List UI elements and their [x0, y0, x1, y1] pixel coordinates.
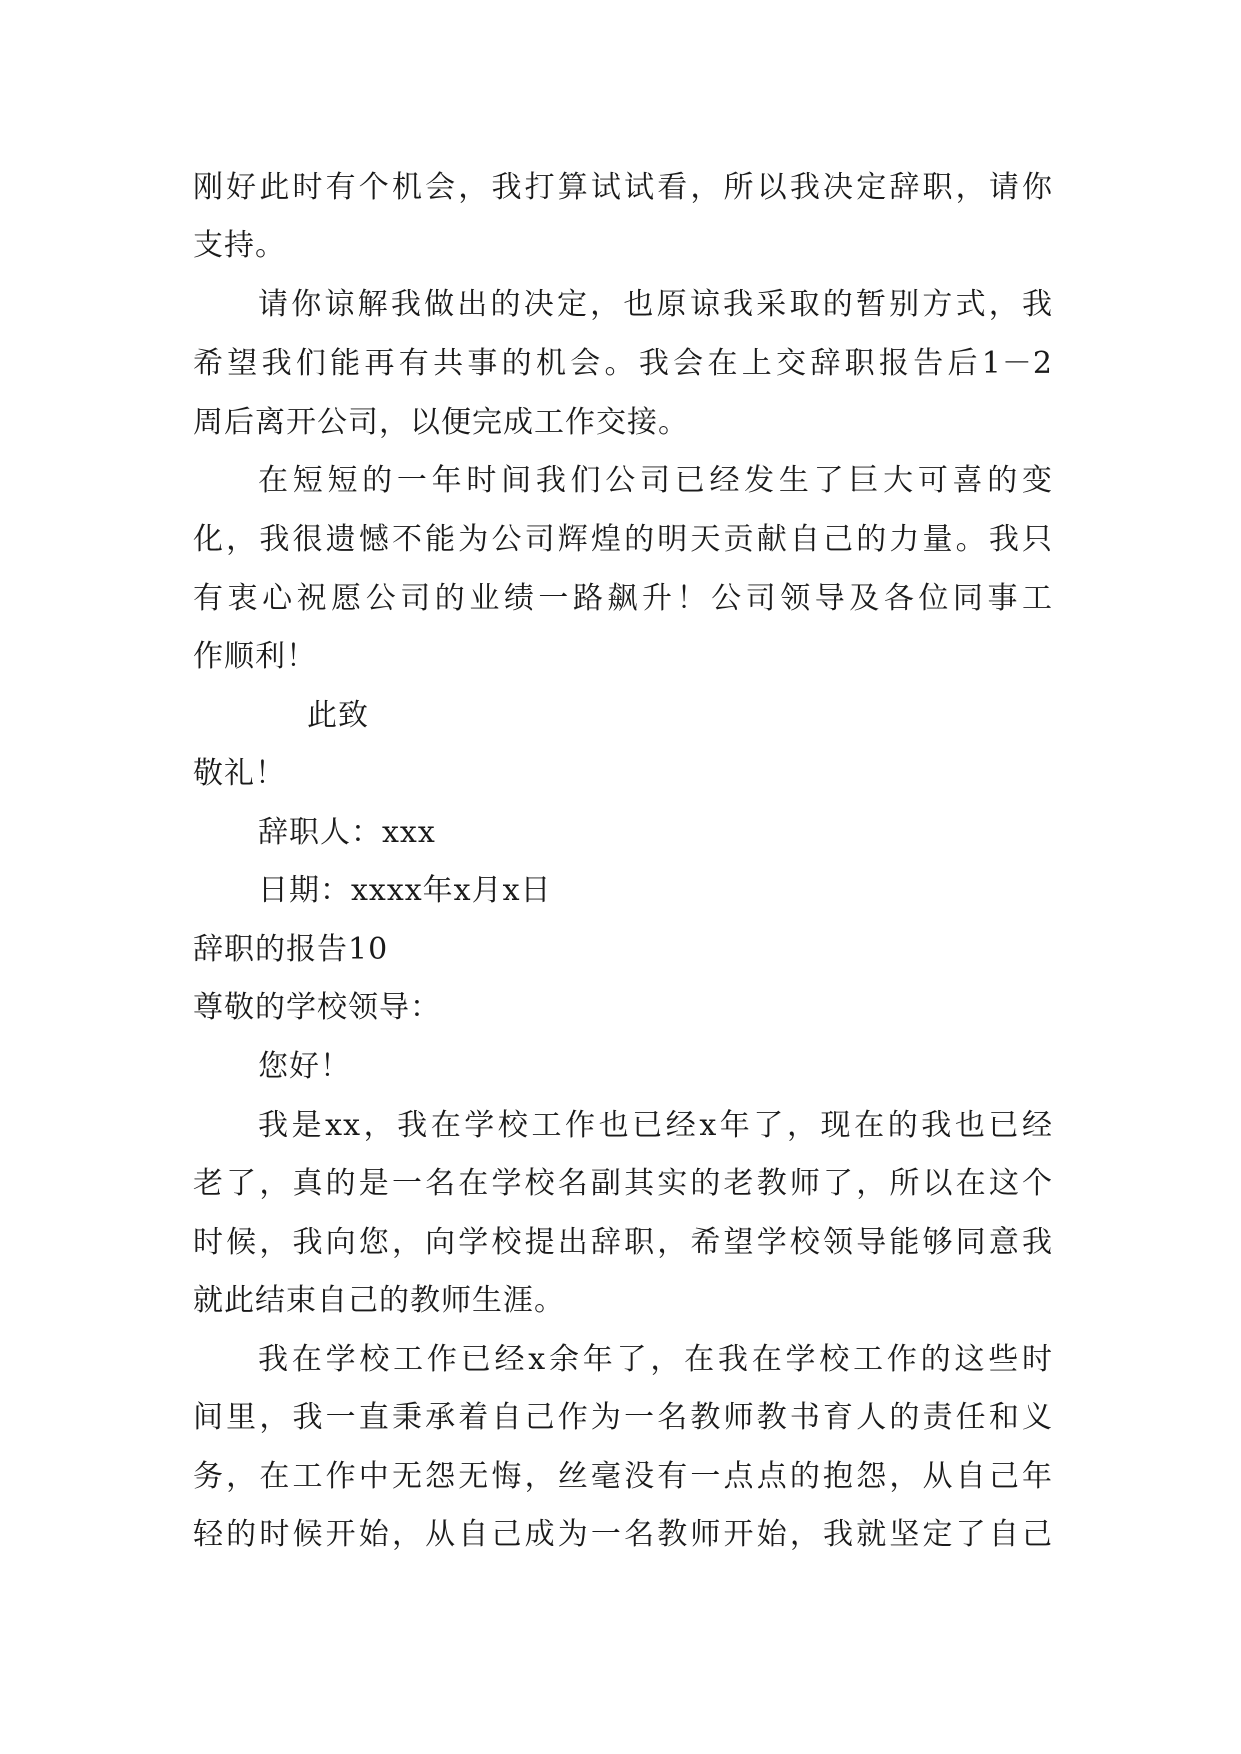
section-title: 辞职的报告10: [193, 932, 389, 967]
paragraph-start: 我是xx，我在学校工作也已经x年了，现在的我也已经: [258, 1108, 1053, 1143]
text-line: 老了，真的是一名在学校名副其实的老教师了，所以在这个: [193, 1166, 1053, 1201]
date-line: 日期：xxxx年x月x日: [258, 873, 552, 908]
text-line: 务，在工作中无怨无悔，丝毫没有一点点的抱怨，从自己年: [193, 1459, 1053, 1494]
paragraph-start: 在短短的一年时间我们公司已经发生了巨大可喜的变: [258, 463, 1053, 498]
closing-salutation: 此致: [307, 698, 369, 733]
text-line: 有衷心祝愿公司的业绩一路飙升！公司领导及各位同事工: [193, 581, 1053, 616]
text-line: 化，我很遗憾不能为公司辉煌的明天贡献自己的力量。我只: [193, 522, 1053, 557]
greeting-recipient: 尊敬的学校领导：: [193, 990, 441, 1025]
paragraph-start: 请你谅解我做出的决定，也原谅我采取的暂别方式，我: [258, 287, 1053, 322]
text-line: 希望我们能再有共事的机会。我会在上交辞职报告后1－2: [193, 346, 1053, 381]
signer-line: 辞职人：xxx: [258, 815, 436, 850]
text-line: 刚好此时有个机会，我打算试试看，所以我决定辞职，请你: [193, 170, 1053, 205]
text-line: 周后离开公司，以便完成工作交接。: [193, 405, 689, 440]
greeting: 您好！: [258, 1049, 351, 1084]
paragraph-start: 我在学校工作已经x余年了，在我在学校工作的这些时: [258, 1342, 1053, 1377]
text-line: 作顺利！: [193, 639, 317, 674]
closing-regards: 敬礼！: [193, 756, 286, 791]
text-line: 时候，我向您，向学校提出辞职，希望学校领导能够同意我: [193, 1225, 1053, 1260]
text-line: 就此结束自己的教师生涯。: [193, 1283, 565, 1318]
text-line: 轻的时候开始，从自己成为一名教师开始，我就坚定了自己: [193, 1517, 1053, 1552]
text-line: 间里，我一直秉承着自己作为一名教师教书育人的责任和义: [193, 1400, 1053, 1435]
text-line: 支持。: [193, 228, 286, 263]
